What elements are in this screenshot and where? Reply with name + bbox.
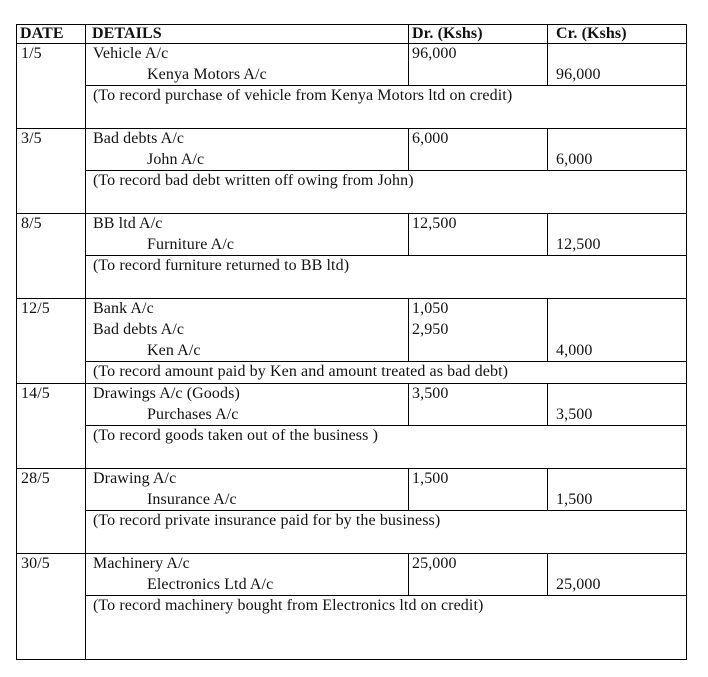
header-cr-divider [547, 24, 548, 43]
entry-narration: (To record goods taken out of the business ) [93, 427, 378, 444]
cr-column-divider [547, 553, 548, 595]
debit-account: BB ltd A/c [93, 215, 163, 232]
entry-date: 14/5 [21, 385, 50, 402]
credit-amount: 3,500 [556, 406, 593, 423]
credit-account: Furniture A/c [147, 236, 235, 253]
credit-account: Purchases A/c [147, 406, 239, 423]
debit-account: Machinery A/c [93, 555, 190, 572]
debit-account: Bad debts A/c [93, 130, 185, 147]
header-bottom-border [16, 43, 687, 44]
dr-column-divider [408, 298, 409, 361]
dr-column-divider [408, 213, 409, 255]
debit-amount: 96,000 [412, 45, 457, 62]
entry-date: 8/5 [21, 215, 42, 232]
debit-amount: 25,000 [412, 555, 457, 572]
entry-date: 28/5 [21, 470, 50, 487]
entry-top-border [16, 213, 687, 214]
debit-amount: 1,500 [412, 470, 449, 487]
journal-table [16, 24, 687, 660]
header-details: DETAILS [92, 25, 162, 42]
cr-column-divider [547, 213, 548, 255]
date-column-divider [85, 24, 86, 660]
entry-date: 1/5 [21, 45, 42, 62]
debit-amount: 6,000 [412, 130, 449, 147]
cr-column-divider [547, 43, 548, 85]
header-dr-divider [408, 24, 409, 43]
entry-top-border [16, 553, 687, 554]
entry-date: 30/5 [21, 555, 50, 572]
amounts-bottom-border [85, 170, 687, 171]
debit-account: Vehicle A/c [93, 45, 169, 62]
credit-amount: 25,000 [556, 576, 601, 593]
cr-column-divider [547, 383, 548, 425]
debit-amount: 3,500 [412, 385, 449, 402]
cr-column-divider [547, 468, 548, 510]
credit-account: Ken A/c [147, 342, 201, 359]
cr-column-divider [547, 298, 548, 361]
cr-column-divider [547, 128, 548, 170]
amounts-bottom-border [85, 425, 687, 426]
credit-amount: 12,500 [556, 236, 601, 253]
amounts-bottom-border [85, 255, 687, 256]
table-right-border [686, 24, 687, 660]
amounts-bottom-border [85, 510, 687, 511]
entry-narration: (To record amount paid by Ken and amount treated as bad debt) [93, 363, 509, 380]
debit-account: Drawing A/c [93, 470, 177, 487]
entry-narration: (To record purchase of vehicle from Kenya Motors ltd on credit) [93, 87, 513, 104]
debit-amount: 1,050 [412, 300, 449, 317]
dr-column-divider [408, 43, 409, 85]
credit-amount: 1,500 [556, 491, 593, 508]
credit-account: Insurance A/c [147, 491, 237, 508]
credit-account: John A/c [147, 151, 205, 168]
entry-top-border [16, 128, 687, 129]
debit-account: Bank A/c [93, 300, 154, 317]
entry-narration: (To record furniture returned to BB ltd) [93, 257, 350, 274]
credit-amount: 96,000 [556, 66, 601, 83]
entry-top-border [16, 468, 687, 469]
debit-amount: 2,950 [412, 321, 449, 338]
entry-narration: (To record machinery bought from Electronics ltd on credit) [93, 597, 484, 614]
debit-account: Bad debts A/c [93, 321, 185, 338]
entry-top-border [16, 298, 687, 299]
credit-amount: 6,000 [556, 151, 593, 168]
entry-narration: (To record private insurance paid for by the business) [93, 512, 441, 529]
debit-account: Drawings A/c (Goods) [93, 385, 240, 402]
amounts-bottom-border [85, 595, 687, 596]
debit-amount: 12,500 [412, 215, 457, 232]
entry-date: 3/5 [21, 130, 42, 147]
table-left-border [16, 24, 17, 660]
header-cr: Cr. (Kshs) [556, 25, 627, 42]
credit-account: Electronics Ltd A/c [147, 576, 274, 593]
credit-account: Kenya Motors A/c [147, 66, 267, 83]
table-bottom-border [16, 659, 687, 660]
amounts-bottom-border [85, 85, 687, 86]
header-dr: Dr. (Kshs) [412, 25, 483, 42]
dr-column-divider [408, 553, 409, 595]
header-date: DATE [20, 25, 64, 42]
entry-narration: (To record bad debt written off owing from John) [93, 172, 414, 189]
dr-column-divider [408, 383, 409, 425]
dr-column-divider [408, 128, 409, 170]
credit-amount: 4,000 [556, 342, 593, 359]
dr-column-divider [408, 468, 409, 510]
amounts-bottom-border [85, 361, 687, 362]
entry-top-border [16, 383, 687, 384]
entry-date: 12/5 [21, 300, 50, 317]
